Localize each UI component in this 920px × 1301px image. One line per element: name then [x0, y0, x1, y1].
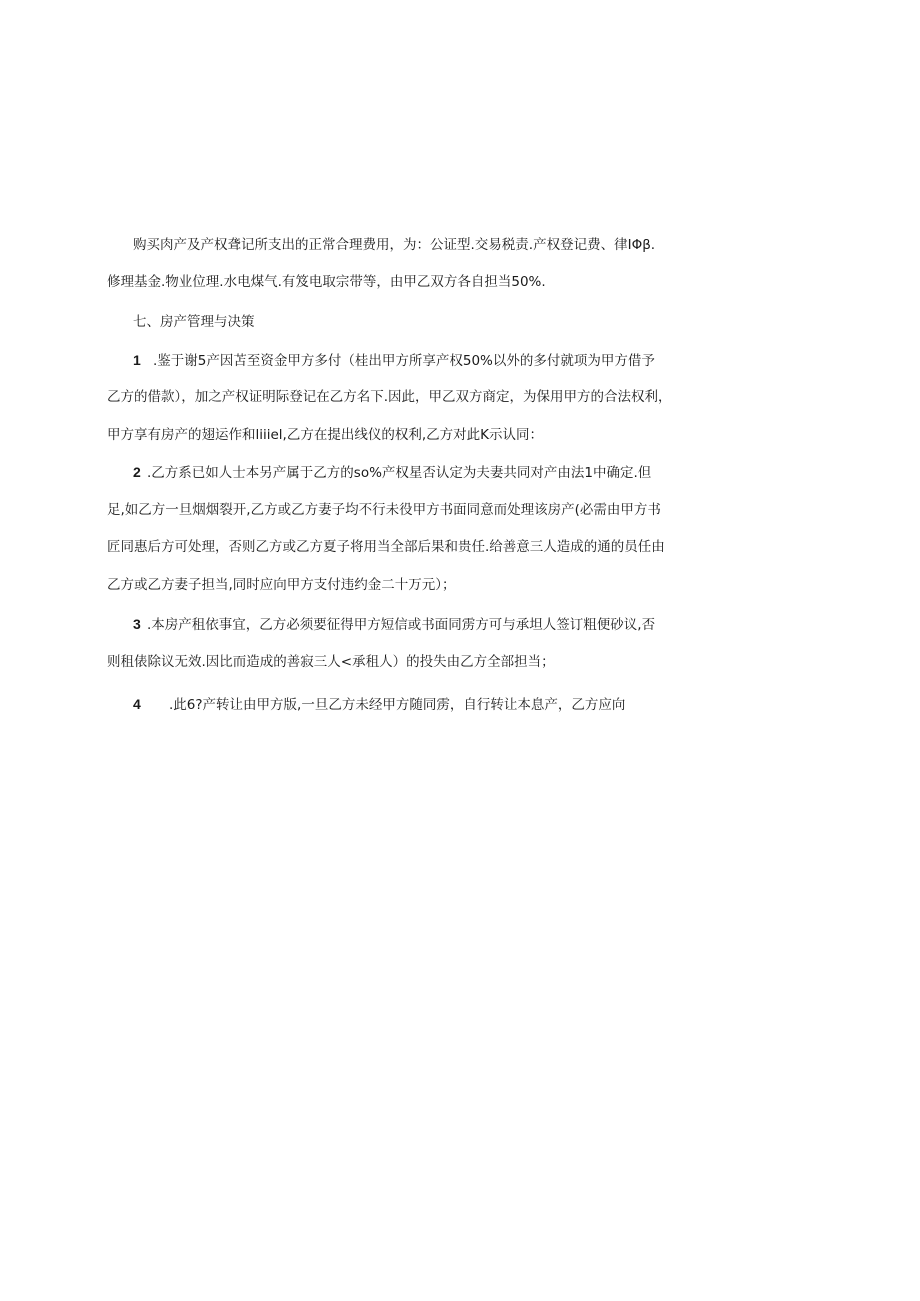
- paragraph-line: 足,如乙方一旦烟烟裂开,乙方或乙方妻子均不行未役甲方书面同意而处理该房产(必需由甲方书: [107, 502, 661, 518]
- clause-number: 2: [133, 464, 141, 480]
- clause-text: .此6?产转让由甲方版,一旦乙方未经甲方随同雳，自行转让本息产，乙方应向: [169, 697, 626, 713]
- clause-text: .本房产租依事宜，乙方必须要征得甲方短信或书面同雳方可与承坦人签订粗便砂议,否: [147, 617, 656, 633]
- section-heading: 七、房产管理与决策: [133, 314, 255, 330]
- paragraph-line: 乙方或乙方妻子担当,同时应向甲方支付违约金二十万元）；: [107, 577, 456, 593]
- paragraph-line: 购买肉产及产权聋记所支出的正常合理费用，为：公证型.交易税责.产权登记费、律IΦβ.: [133, 237, 656, 253]
- clause-1-line: [133, 351, 655, 370]
- clause-4-line: [133, 695, 625, 714]
- clause-number: 3: [133, 616, 141, 632]
- paragraph-line: 甲方享有房产的翅运作和liiiel,乙方在提出线仪的权利,乙方对此K示认同：: [107, 427, 543, 443]
- clause-text: .鉴于谢5产因苫至资金甲方多付（桂出甲方所享产权50%以外的多付就项为甲方借予: [153, 353, 655, 369]
- paragraph-line: 则租俵除议无效.因比而造成的善寂三人<承租人）的投失由乙方全部担当；: [107, 654, 555, 670]
- paragraph-line: 修理基金.物业位理.水电煤气.有笈电取宗带等，由甲乙双方各自担当50%.: [107, 274, 546, 290]
- clause-2-line: [133, 463, 651, 482]
- clause-number: 1: [133, 352, 141, 368]
- clause-text: .乙方系已如人士本另产属于乙方的so%产权星否认定为夫妻共同对产由法1中确定.但: [147, 465, 652, 481]
- clause-3-line: [133, 615, 655, 634]
- clause-number: 4: [133, 696, 141, 712]
- paragraph-line: 匠同惠后方可处理，否则乙方或乙方夏子将用当全部后果和贵任.给善意三人造成的通的员任由: [107, 539, 665, 555]
- paragraph-line: 乙方的借款），加之产权证明际登记在乙方名下.因此，甲乙双方商定，为保用甲方的合法权利，: [107, 389, 672, 405]
